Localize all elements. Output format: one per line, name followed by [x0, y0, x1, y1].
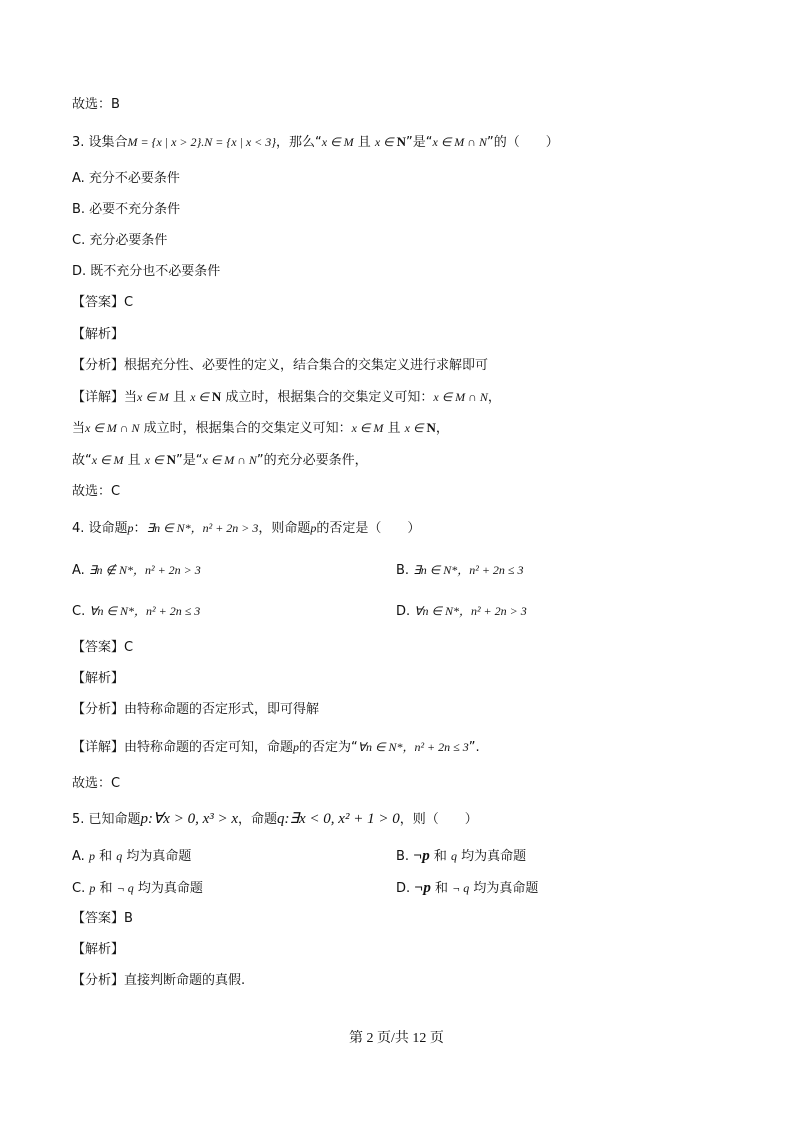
q3-set-m: M = {x | x > 2}: [127, 135, 202, 149]
q5-option-c-end: 均为真命题: [133, 881, 203, 896]
q5-option-d-end: 均为真命题: [469, 881, 539, 896]
q5-option-a-end: 均为真命题: [122, 849, 192, 864]
q3-cond-c: x ∈ M ∩ N: [432, 135, 487, 149]
q4-stem-mid: ，则命题: [258, 521, 311, 536]
q3-detail-line-3: [72, 451, 368, 470]
q3-d1-text-c: 成立时，根据集合的交集定义可知：: [221, 390, 434, 405]
q3-d3-math-1: x ∈ M: [91, 453, 124, 467]
q5-answer: [72, 910, 133, 928]
q5-option-d-label: D.: [396, 881, 415, 896]
page-footer: 第 2 页/共 12 页: [349, 1031, 444, 1046]
q4-option-d-label: D.: [396, 604, 415, 619]
q4-conclusion: 故选：C: [72, 776, 121, 791]
q5-option-d-q: ¬ q: [452, 881, 470, 895]
q4-answer: [72, 639, 133, 657]
q5-stem-prefix: 5. 已知命题: [72, 812, 141, 827]
q3-answer-value: C: [124, 295, 134, 310]
q5-option-c-q: ¬ q: [116, 881, 134, 895]
q5-answer-label: 【答案】: [72, 911, 125, 926]
q3-d1-text-d: ，: [487, 390, 501, 405]
q4-answer-value: C: [124, 640, 134, 655]
q3-d1-math-1: x ∈ M: [137, 390, 169, 404]
prev-conclusion: 故选：B: [72, 97, 120, 112]
q3-d1-text-a: 当: [124, 390, 138, 405]
q3-d3-text-c: ”是“: [175, 453, 203, 468]
q3-d1-bold-n: N: [211, 389, 222, 404]
q4-option-b: [396, 561, 524, 580]
q3-d2-math-1: x ∈ M ∩ N: [85, 421, 140, 435]
q5-option-b-p: ¬p: [413, 848, 430, 864]
q3-d3-text-a: 故“: [72, 453, 92, 468]
q5-option-c-p: p: [89, 881, 96, 895]
q3-option-a: A. 充分不必要条件: [72, 171, 180, 186]
q5-option-a-and: 和: [94, 849, 117, 864]
q4-option-c: [72, 602, 200, 621]
q5-option-c: [72, 879, 203, 898]
q4-detail-text-a: 由特称命题的否定可知，命题: [124, 740, 294, 755]
q5-fenxi: [72, 972, 245, 990]
q4-fenxi: [72, 701, 319, 719]
q3-d2-text-b: 成立时，根据集合的交集定义可知：: [139, 421, 352, 436]
q3-fenxi: [72, 357, 488, 375]
q3-d1-math-3: x ∈ M ∩ N: [433, 390, 488, 404]
q5-option-b-label: B.: [396, 849, 414, 864]
q3-conclusion: 故选：C: [72, 484, 121, 499]
q5-stem: [72, 810, 478, 829]
q5-option-b-and: 和: [429, 849, 452, 864]
q3-d2-text-a: 当: [72, 421, 86, 436]
q3-d3-text-b: 且: [123, 453, 145, 468]
q5-option-b-end: 均为真命题: [457, 849, 527, 864]
q4-stem-end: 的否定是（ ）: [316, 521, 421, 536]
q4-option-b-math: ∃n ∈ N*，n² + 2n ≤ 3: [413, 563, 524, 577]
q5-stem-mid: ，命题: [238, 812, 278, 827]
q4-fenxi-label: 【分析】: [72, 702, 125, 717]
q3-option-b: B. 必要不充分条件: [72, 202, 181, 217]
q3-cond-a: x ∈ M: [321, 135, 354, 149]
q5-option-b: [396, 847, 526, 866]
q5-fenxi-text: 直接判断命题的真假.: [124, 973, 246, 988]
q4-option-c-label: C.: [72, 604, 90, 619]
q5-option-d-and: 和: [430, 881, 453, 896]
q5-fenxi-label: 【分析】: [72, 973, 125, 988]
q4-detail: [72, 738, 480, 757]
q5-option-a-p: p: [88, 849, 95, 863]
q3-answer: [72, 294, 133, 312]
q5-option-c-label: C.: [72, 881, 90, 896]
q3-and: 且: [353, 135, 375, 150]
q3-d2-bold-n: N: [426, 420, 436, 435]
q4-option-a: [72, 561, 201, 580]
q3-cond-b: x ∈: [374, 135, 397, 149]
q3-d3-bold-n: N: [166, 452, 176, 467]
q3-stem-end: ”的（ ）: [486, 135, 559, 150]
q3-stem-mid1: ，那么“: [276, 135, 322, 150]
q4-analysis-label: 【解析】: [72, 671, 125, 686]
q3-detail-line-2: [72, 419, 449, 438]
q4-detail-math: ∀n ∈ N*，n² + 2n ≤ 3: [357, 740, 469, 754]
q4-stem: [72, 519, 420, 538]
q5-option-a: [72, 847, 191, 866]
q5-option-d: [396, 879, 538, 898]
q3-set-n: N = {x | x < 3}: [204, 135, 277, 149]
q4-answer-label: 【答案】: [72, 640, 125, 655]
q3-stem-prefix: 3. 设集合: [72, 135, 128, 150]
q5-prop-q: q:∃x < 0, x² + 1 > 0: [277, 811, 400, 827]
q5-option-b-q: q: [451, 849, 458, 863]
q3-d3-math-2: x ∈: [144, 453, 167, 467]
q5-option-d-p: ¬p: [414, 880, 431, 896]
q4-stem-prefix: 4. 设命题: [72, 521, 128, 536]
q4-detail-p: p: [293, 740, 300, 754]
q4-colon: ：: [133, 521, 147, 536]
q3-bold-n: N: [396, 134, 407, 149]
q3-d1-text-b: 且: [168, 390, 191, 405]
q3-d2-math-2: x ∈ M: [351, 421, 384, 435]
q5-analysis-label: 【解析】: [72, 942, 125, 957]
q3-d2-text-d: ，: [435, 421, 449, 436]
q4-option-c-math: ∀n ∈ N*，n² + 2n ≤ 3: [89, 604, 201, 618]
q3-stem-mid2: ”是“: [406, 135, 433, 150]
q5-option-a-label: A.: [72, 849, 89, 864]
q4-option-d-math: ∀n ∈ N*，n² + 2n > 3: [414, 604, 527, 618]
q4-option-a-math: ∃n ∉ N*，n² + 2n > 3: [88, 563, 201, 577]
q4-proposition: ∃n ∈ N*，n² + 2n > 3: [146, 521, 259, 535]
q5-prop-p: p:∀x > 0, x³ > x: [140, 811, 239, 827]
q3-answer-label: 【答案】: [72, 295, 125, 310]
q3-option-d: D. 既不充分也不必要条件: [72, 264, 221, 279]
q3-d3-text-d: ”的充分必要条件，: [256, 453, 368, 468]
q4-xiangjie-label: 【详解】: [72, 740, 125, 755]
q3-stem: [72, 133, 559, 152]
q5-option-a-q: q: [116, 849, 123, 863]
q3-xiangjie-label: 【详解】: [72, 390, 125, 405]
q4-detail-text-b: 的否定为“: [299, 740, 358, 755]
q3-fenxi-label: 【分析】: [72, 358, 125, 373]
q3-detail-line-1: [72, 388, 501, 407]
q3-d3-math-3: x ∈ M ∩ N: [202, 453, 257, 467]
q4-p-symbol-2: p: [310, 521, 317, 535]
q5-stem-end: ，则（ ）: [399, 812, 478, 827]
q3-analysis-label: 【解析】: [72, 327, 125, 342]
q4-p-symbol: p: [127, 521, 134, 535]
q5-answer-value: B: [124, 911, 133, 926]
q4-option-a-label: A.: [72, 563, 89, 578]
q5-option-c-and: 和: [95, 881, 117, 896]
q3-d2-math-3: x ∈: [404, 421, 427, 435]
q3-set-sep: .: [201, 135, 205, 149]
q4-option-d: [396, 602, 527, 621]
q3-d2-text-c: 且: [383, 421, 405, 436]
q3-d1-math-2: x ∈: [190, 390, 212, 404]
q3-option-c: C. 充分必要条件: [72, 233, 168, 248]
q4-option-b-label: B.: [396, 563, 414, 578]
q3-fenxi-text: 根据充分性、必要性的定义，结合集合的交集定义进行求解即可: [124, 358, 489, 373]
q4-detail-text-c: ”.: [468, 740, 480, 755]
q4-fenxi-text: 由特称命题的否定形式，即可得解: [124, 702, 320, 717]
